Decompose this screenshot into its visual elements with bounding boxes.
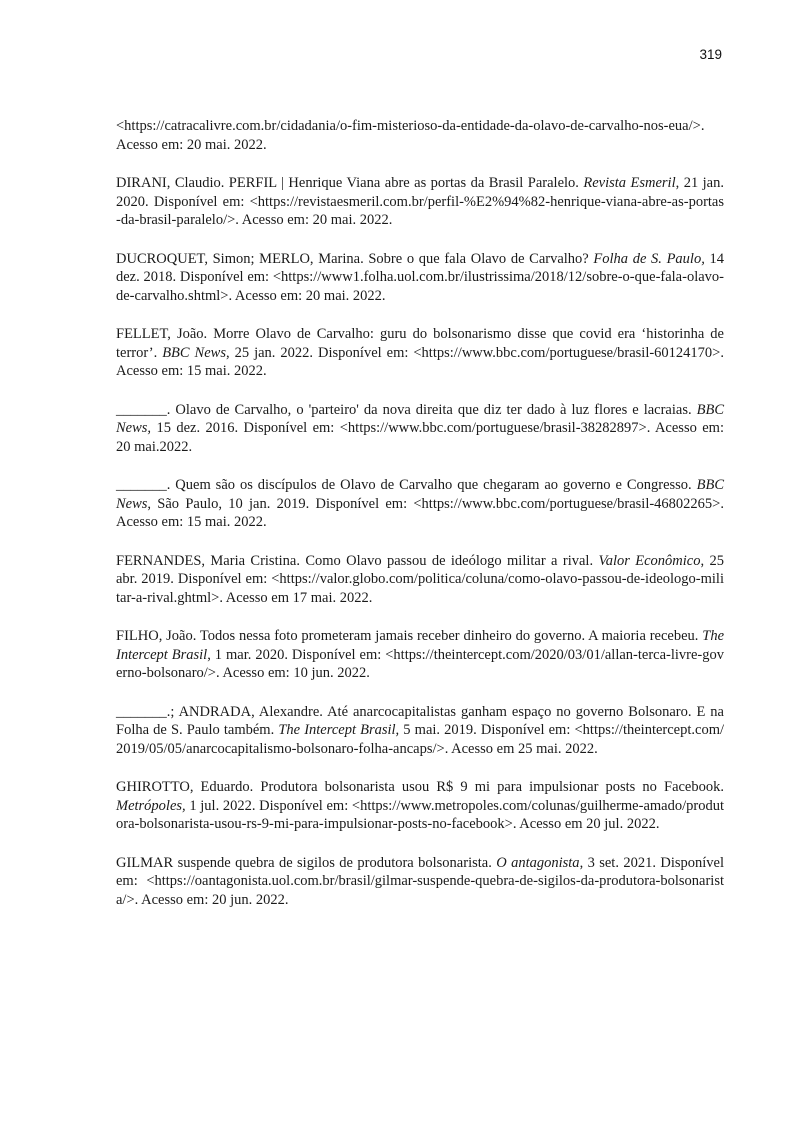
reference-details: , 3 set. 2021. Disponível em: (116, 854, 724, 889)
page-number: 319 (699, 47, 722, 62)
reference-text: GILMAR suspende quebra de sigilos de produtora bolsonarista. (116, 854, 497, 871)
reference-entry (116, 476, 724, 532)
reference-access-date: . Acesso em: 20 mai.2022. (116, 420, 724, 455)
reference-access-date: . Acesso em: 20 mai. 2022. (235, 212, 393, 228)
reference-source: The Intercept Brasil (116, 628, 724, 663)
reference-source: BBC News, (116, 401, 724, 436)
reference-entry (116, 854, 724, 910)
reference-source: BBC News (162, 344, 226, 361)
reference-url: <https://catracalivre.com.br/cidadania/o-fim-misterioso-da-entidade-da-olavo-de-carvalho-nos-eua/> (116, 118, 701, 134)
reference-url: <https://www.bbc.com/portuguese/brasil-38282897> (339, 420, 647, 436)
reference-source: Revista Esmeril (583, 175, 676, 191)
reference-source: BBC News (116, 477, 724, 512)
reference-access-date: . Acesso em 25 mai. 2022. (444, 740, 598, 757)
reference-details: , São Paulo, 10 jan. 2019. Disponível em: (147, 495, 414, 512)
reference-entry (116, 117, 724, 154)
reference-details: 14 dez. 2018. Disponível em: (116, 250, 724, 285)
reference-url: <https://www1.folha.uol.com.br/ilustrissima/2018/12/sobre-o-que-fala-olavo-de-carvalho.shtml> (116, 269, 724, 304)
reference-details: , 21 jan. 2020. Disponível em: (116, 175, 724, 210)
reference-url: <https://www.bbc.com/portuguese/brasil-60124170> (413, 344, 721, 361)
reference-text: FERNANDES, Maria Cristina. Como Olavo passou de ideólogo militar a rival. (116, 552, 599, 569)
reference-url: <https://theintercept.com/2019/05/05/anarcocapitalismo-bolsonaro-folha-ancaps/> (116, 722, 725, 757)
reference-source: The Intercept Brasil, (278, 722, 400, 738)
reference-list (116, 117, 724, 929)
reference-source: Valor Econômico (598, 552, 701, 569)
reference-details: 5 mai. 2019. Disponível em: (399, 722, 575, 738)
reference-text: GHIROTTO, Eduardo. Produtora bolsonarista usou R$ 9 mi para impulsionar posts no Facebook. (116, 779, 724, 795)
reference-url: <https://revistaesmeril.com.br/perfil-%E2%94%82-henrique-viana-abre-as-portas-da-brasil-paralelo/> (116, 193, 724, 228)
reference-url: <https://valor.globo.com/politica/coluna/como-olavo-passou-de-ideologo-militar-a-rival.ghtml> (116, 571, 724, 606)
reference-url: <https://oantagonista.uol.com.br/brasil/gilmar-suspende-quebra-de-sigilos-da-produtora-bolsonarista/> (116, 873, 724, 908)
reference-details: , 25 abr. 2019. Disponível em: (116, 552, 724, 587)
reference-url: <https://theintercept.com/2020/03/01/allan-terca-livre-governo-bolsonaro/> (116, 646, 725, 681)
reference-access-date: . Acesso em: 15 mai. 2022. (116, 344, 724, 379)
reference-access-date: . Acesso em: 20 mai. 2022. (228, 287, 386, 304)
reference-access-date: . Acesso em 20 jul. 2022. (512, 816, 660, 832)
reference-text: FILHO, João. Todos nessa foto prometeram jamais receber dinheiro do governo. A maioria recebeu. (116, 628, 703, 644)
reference-text: _______.; ANDRADA, Alexandre. Até anarcocapitalistas ganham espaço no governo Bolsonaro. E na Folha de S. Paulo também. (116, 703, 724, 738)
reference-entry (116, 174, 724, 230)
reference-url: <https://www.metropoles.com/colunas/guilherme-amado/produtora-bolsonarista-usou-rs-9-mi-para-impulsionar-posts-no-facebook> (116, 797, 724, 832)
reference-access-date: . Acesso em: 15 mai. 2022. (116, 495, 724, 530)
reference-text: DUCROQUET, Simon; MERLO, Marina. Sobre o que fala Olavo de Carvalho? (116, 250, 594, 267)
reference-access-date: . Acesso em: 20 mai. 2022. (116, 118, 705, 153)
reference-entry (116, 778, 724, 834)
reference-entry (116, 325, 724, 381)
reference-text: _______. Quem são os discípulos de Olavo de Carvalho que chegaram ao governo e Congresso. (116, 477, 697, 493)
reference-details: 1 jul. 2022. Disponível em: (185, 797, 352, 814)
reference-access-date: . Acesso em 17 mai. 2022. (219, 589, 373, 606)
reference-entry (116, 552, 724, 608)
reference-text: FELLET, João. Morre Olavo de Carvalho: guru do bolsonarismo disse que covid era ‘historinha de terror’. (116, 326, 724, 361)
reference-details: , 1 mar. 2020. Disponível em: (207, 646, 386, 663)
reference-entry (116, 401, 724, 457)
reference-text: _______. Olavo de Carvalho, o 'parteiro' da nova direita que diz ter dado à luz flores e lacraias. (116, 401, 697, 418)
reference-text: DIRANI, Claudio. PERFIL | Henrique Viana abre as portas da Brasil Paralelo. (116, 175, 584, 191)
reference-access-date: . Acesso em: 10 jun. 2022. (216, 665, 370, 681)
reference-access-date: . Acesso em: 20 jun. 2022. (134, 891, 289, 908)
reference-entry (116, 703, 724, 759)
reference-url: <https://www.bbc.com/portuguese/brasil-46802265> (413, 495, 721, 512)
reference-details: 15 dez. 2016. Disponível em: (151, 420, 340, 436)
reference-entry (116, 250, 724, 306)
reference-source: Metrópoles, (116, 797, 186, 814)
reference-source: O antagonista (496, 854, 580, 871)
reference-entry (116, 627, 724, 683)
reference-details: , 25 jan. 2022. Disponível em: (225, 344, 414, 361)
reference-source: Folha de S. Paulo, (593, 250, 705, 267)
